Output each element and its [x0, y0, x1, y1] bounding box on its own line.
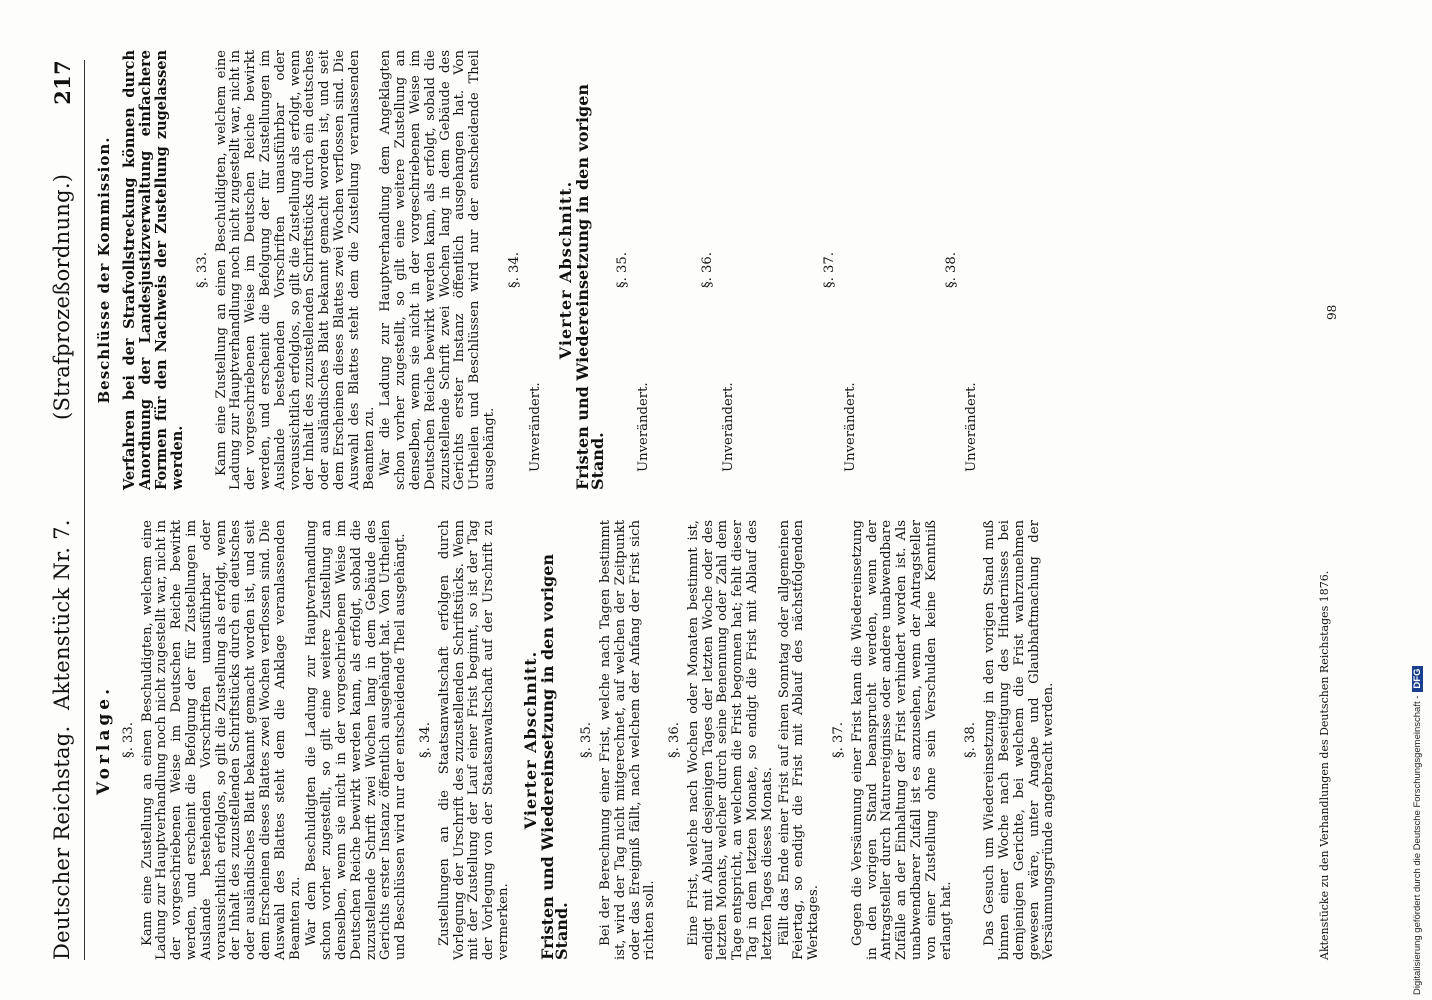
- paragraph: Fällt das Ende einer Frist auf einen Sonntag oder allgemeinen Feiertag, so endigt die Frist mit Ablauf des nächstfolgenden Werktages.: [776, 520, 822, 960]
- paragraph: Das Gesuch um Wiedereinsetzung in den vorigen Stand muß binnen einer Woche nach Beseitigung des Hindernisses bei demjenigen Gerichte, bei welchem die Frist wahrzunehmen gewesen wäre, unter Angabe und Glaubhaftmachung der Versäumungsgründe angebracht werden.: [982, 520, 1057, 960]
- section-title: §. 35.: [579, 722, 595, 758]
- section-title: §. 33.: [120, 722, 136, 758]
- page-header: [50, 60, 84, 960]
- header-center-2: (Strafprozeßordnung.): [50, 173, 74, 420]
- unchanged-note: Unverändert.: [721, 382, 737, 472]
- dfg-logo: DFG: [1412, 666, 1423, 692]
- signature-mark: 98: [1325, 304, 1339, 320]
- chapter-subtitle: Fristen und Wiedereinsetzung in den vorigen Stand.: [573, 83, 607, 490]
- right-column-heading: Beschlüsse der Kommission.: [95, 136, 113, 404]
- header-left: Deutscher Reichstag.: [50, 725, 74, 960]
- paragraph: Eine Frist, welche nach Wochen oder Monaten bestimmt ist, endigt mit Ablauf desjenigen Tages der letzten Woche oder des letzten Monats, welcher durch seine Benennung oder Zahl dem Tage entspricht, an welchem die Frist begonnen hat; fehlt dieser Tag in dem letzten Monate, so endigt die Frist mit Ablauf des letzten Tages dieses Monats.: [685, 520, 775, 960]
- unchanged-note: Unverändert.: [964, 382, 980, 472]
- footnote: Aktenstücke zu den Verhandlungen des Deutschen Reichstages 1876.: [1318, 570, 1331, 960]
- page-number: 217: [50, 60, 75, 105]
- right-column-title: Verfahren bei der Strafvollstreckung können durch Anordnung der Landesjustizverwaltung einfachere Formen für den Nachweis der Zustellung zugelassen werden.: [120, 50, 186, 490]
- unchanged-note: Unverändert.: [635, 382, 651, 472]
- chapter-title: Vierter Abschnitt.: [520, 650, 540, 830]
- section-title: §. 35.: [614, 252, 630, 288]
- spacer: [753, 50, 813, 490]
- unchanged-note: Unverändert.: [527, 382, 543, 472]
- spacer: [875, 50, 935, 490]
- left-column-heading: Vorlage.: [94, 684, 114, 796]
- right-column: [95, 50, 996, 490]
- paragraph: Zustellungen an die Staatsanwaltschaft erfolgen durch Vorlegung der Urschrift des zuzustellenden Schriftstücks. Wenn mit der Zustellung der Lauf einer Frist beginnt, so ist der Tag der Vorlegung von der Staatsanwaltschaft auf der Urschrift zu vermerken.: [436, 520, 511, 960]
- section-title: §. 34.: [417, 722, 433, 758]
- header-center: Aktenstück Nr. 7.: [50, 519, 74, 710]
- paragraph: Bei der Berechnung einer Frist, welche nach Tagen bestimmt ist, wird der Tag nicht mitgerechnet, auf welchen der Zeitpunkt oder das Ereigniß fällt, nach welchem der Anfang der Frist sich richten soll.: [597, 520, 658, 960]
- section-title: §. 36.: [667, 722, 683, 758]
- section-title: §. 38.: [963, 722, 979, 758]
- chapter-subtitle: Fristen und Wiedereinsetzung in den vorigen Stand.: [537, 553, 572, 960]
- section-title: §. 38.: [943, 252, 959, 288]
- digitization-notice: [1412, 666, 1423, 995]
- paragraph: Kann eine Zustellung an einen Beschuldigten, welchem eine Ladung zur Hauptverhandlung noch nicht zugestellt war, nicht in der vorgeschriebenen Weise im Deutschen Reiche bewirkt werden, und erscheint die Befolgung der für Zustellungen im Auslande bestehenden Vorschriften unausführbar oder voraussichtlich erfolglos, so gilt die Zustellung als erfolgt, wenn der Inhalt des zuzustellenden Schriftstücks durch ein deutsches oder ausländisches Blatt bekannt gemacht worden ist, und seit dem Erscheinen dieses Blattes zwei Wochen verflossen sind. Die Auswahl des Blattes steht dem die Anklage veranlassenden Beamten zu.: [139, 520, 303, 960]
- section-title: §. 33.: [194, 252, 210, 288]
- paragraph: Gegen die Versäumung einer Frist kann die Wiedereinsetzung in den vorigen Stand beansprucht werden, wenn der Antragsteller durch Naturereignisse oder andere unabwendbare Zufälle an der Einhaltung der Frist verhindert worden ist. Als unabwendbarer Zufall ist es anzusehen, wenn der Antragsteller von einer Zustellung ohne sein Verschulden keine Kenntniß erlangt hat.: [849, 520, 954, 960]
- paragraph: Kann eine Zustellung an einen Beschuldigten, welchem eine Ladung zur Hauptverhandlung noch nicht zugestellt war, nicht in der vorgeschriebenen Weise im Deutschen Reiche bewirkt werden, und erscheint die Befolgung der für Zustellungen im Auslande bestehenden Vorschriften unausführbar oder voraussichtlich erfolglos, so gilt die Zustellung als erfolgt, wenn der Inhalt des zuzustellenden Schriftstücks durch ein deutsches oder ausländisches Blatt bekannt gemacht worden ist, und seit dem Erscheinen dieses Blattes zwei Wochen verflossen sind. Die Auswahl des Blattes steht dem die Zustellung veranlassenden Beamten zu.: [213, 50, 377, 490]
- section-title: §. 36.: [700, 252, 716, 288]
- unchanged-note: Unverändert.: [842, 382, 858, 472]
- section-title: §. 37.: [831, 722, 847, 758]
- section-title: §. 37.: [821, 252, 837, 288]
- paragraph: War die Ladung zur Hauptverhandlung dem Angeklagten schon vorher zugestellt, so gilt eine weitere Zustellung an denselben, wenn sie nicht in der vorgeschriebenen Weise im Deutschen Reiche bewirkt werden kann, als erfolgt, sobald die zuzustellende Schrift zwei Wochen lang in dem Gebäude des Gerichts erster Instanz öffentlich ausgehangen hat. Von Urtheilen und Beschlüssen wird nur der entscheidende Theil ausgehängt.: [378, 50, 497, 490]
- left-column: [95, 520, 1059, 960]
- header-rule: [84, 60, 85, 960]
- digitization-text: Digitalisierung gefördert durch die Deutsche Forschungsgemeinschaft -: [1412, 695, 1423, 995]
- chapter-title: Vierter Abschnitt.: [556, 180, 576, 360]
- spacer: [667, 50, 691, 490]
- section-title: §. 34.: [506, 252, 522, 288]
- paragraph: War dem Beschuldigten die Ladung zur Hauptverhandlung schon vorher zugestellt, so gilt eine weitere Zustellung an denselben, wenn sie nicht in der vorgeschriebenen Weise im Deutschen Reiche bewirkt werden kann, als erfolgt, sobald die zuzustellende Schrift zwei Wochen lang in dem Gebäude des Gerichts erster Instanz öffentlich ausgehängt hat. Von Urtheilen und Beschlüssen wird nur der entscheidende Theil ausgehängt.: [304, 520, 409, 960]
